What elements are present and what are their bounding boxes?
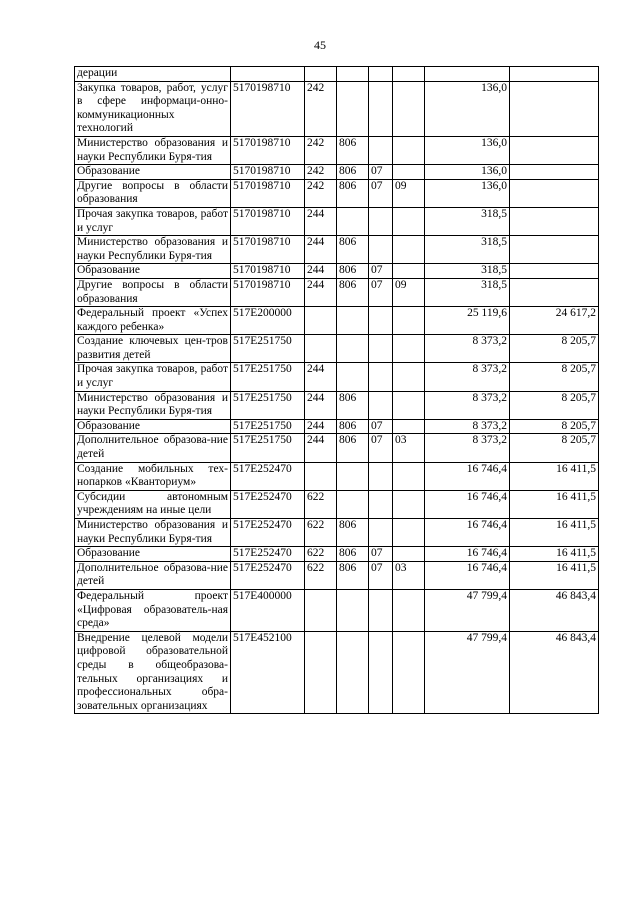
ministry-code-cell: [337, 335, 369, 363]
amount-year2-cell: [510, 264, 599, 279]
table-row: [75, 391, 599, 419]
target-article-cell: 5170198710: [231, 136, 305, 164]
subsection-cell: [393, 419, 425, 434]
item-name-cell: Образование: [75, 165, 231, 180]
table-row: [75, 519, 599, 547]
item-name-cell: Образование: [75, 547, 231, 562]
subsection-cell: [393, 236, 425, 264]
expense-type-cell: 242: [305, 179, 337, 207]
expense-type-cell: 244: [305, 236, 337, 264]
amount-year1-cell: 136,0: [425, 136, 510, 164]
amount-year1-cell: 16 746,4: [425, 462, 510, 490]
table-row: [75, 136, 599, 164]
table-row: [75, 278, 599, 306]
target-article-cell: 517E252470: [231, 547, 305, 562]
ministry-code-cell: 806: [337, 434, 369, 462]
section-cell: 07: [369, 434, 393, 462]
table-row: [75, 165, 599, 180]
target-article-cell: 5170198710: [231, 179, 305, 207]
item-name-cell: Министерство образования и науки Республики Буря-тия: [75, 519, 231, 547]
target-article-cell: 517E251750: [231, 363, 305, 391]
subsection-cell: 03: [393, 561, 425, 589]
subsection-cell: [393, 462, 425, 490]
amount-year1-cell: [425, 67, 510, 82]
subsection-cell: [393, 631, 425, 714]
expense-type-cell: [305, 67, 337, 82]
table-row: [75, 434, 599, 462]
table-row: [75, 179, 599, 207]
table-row: [75, 561, 599, 589]
amount-year2-cell: [510, 207, 599, 235]
expense-type-cell: [305, 589, 337, 631]
subsection-cell: [393, 519, 425, 547]
target-article-cell: 517E400000: [231, 589, 305, 631]
amount-year1-cell: 318,5: [425, 207, 510, 235]
amount-year2-cell: 16 411,5: [510, 561, 599, 589]
expense-type-cell: 622: [305, 519, 337, 547]
amount-year2-cell: 8 205,7: [510, 335, 599, 363]
target-article-cell: 5170198710: [231, 264, 305, 279]
amount-year1-cell: 16 746,4: [425, 547, 510, 562]
amount-year1-cell: 136,0: [425, 165, 510, 180]
expense-type-cell: [305, 631, 337, 714]
amount-year2-cell: 16 411,5: [510, 547, 599, 562]
amount-year2-cell: 24 617,2: [510, 307, 599, 335]
section-cell: [369, 462, 393, 490]
amount-year1-cell: 25 119,6: [425, 307, 510, 335]
section-cell: [369, 519, 393, 547]
expense-type-cell: [305, 462, 337, 490]
subsection-cell: [393, 136, 425, 164]
subsection-cell: 03: [393, 434, 425, 462]
section-cell: [369, 631, 393, 714]
subsection-cell: [393, 67, 425, 82]
amount-year1-cell: 318,5: [425, 278, 510, 306]
amount-year2-cell: [510, 67, 599, 82]
ministry-code-cell: 806: [337, 236, 369, 264]
section-cell: [369, 335, 393, 363]
section-cell: [369, 307, 393, 335]
expense-type-cell: 622: [305, 490, 337, 518]
expense-type-cell: 244: [305, 419, 337, 434]
expense-type-cell: 244: [305, 391, 337, 419]
item-name-cell: Создание мобильных тех-нопарков «Кванториум»: [75, 462, 231, 490]
amount-year2-cell: 8 205,7: [510, 434, 599, 462]
expense-type-cell: 244: [305, 207, 337, 235]
target-article-cell: 517E251750: [231, 335, 305, 363]
subsection-cell: [393, 490, 425, 518]
page-number: 45: [314, 38, 326, 52]
amount-year2-cell: [510, 278, 599, 306]
target-article-cell: 517E251750: [231, 391, 305, 419]
item-name-cell: Внедрение целевой модели цифровой образовательной среды в общеобразова-тельных организациях и профессиональных обра-зовательных организациях: [75, 631, 231, 714]
item-name-cell: Образование: [75, 264, 231, 279]
section-cell: 07: [369, 561, 393, 589]
target-article-cell: 517E251750: [231, 419, 305, 434]
amount-year2-cell: [510, 179, 599, 207]
amount-year1-cell: 16 746,4: [425, 519, 510, 547]
amount-year2-cell: 8 205,7: [510, 391, 599, 419]
amount-year1-cell: 8 373,2: [425, 419, 510, 434]
item-name-cell: дерации: [75, 67, 231, 82]
table-row: [75, 81, 599, 136]
table-row: [75, 490, 599, 518]
amount-year1-cell: 8 373,2: [425, 434, 510, 462]
amount-year1-cell: 16 746,4: [425, 561, 510, 589]
table-row: [75, 547, 599, 562]
subsection-cell: [393, 589, 425, 631]
item-name-cell: Министерство образования и науки Республики Буря-тия: [75, 236, 231, 264]
section-cell: [369, 363, 393, 391]
ministry-code-cell: [337, 307, 369, 335]
target-article-cell: 5170198710: [231, 278, 305, 306]
subsection-cell: 09: [393, 278, 425, 306]
target-article-cell: 5170198710: [231, 81, 305, 136]
section-cell: [369, 589, 393, 631]
amount-year2-cell: 16 411,5: [510, 462, 599, 490]
subsection-cell: [393, 165, 425, 180]
table-row: [75, 264, 599, 279]
target-article-cell: 517E252470: [231, 561, 305, 589]
target-article-cell: 517E252470: [231, 490, 305, 518]
expense-type-cell: [305, 335, 337, 363]
amount-year1-cell: 8 373,2: [425, 363, 510, 391]
table-row: [75, 207, 599, 235]
item-name-cell: Другие вопросы в области образования: [75, 278, 231, 306]
item-name-cell: Министерство образования и науки Республики Буря-тия: [75, 391, 231, 419]
target-article-cell: [231, 67, 305, 82]
target-article-cell: 5170198710: [231, 207, 305, 235]
amount-year1-cell: 318,5: [425, 264, 510, 279]
section-cell: [369, 81, 393, 136]
table-row: [75, 307, 599, 335]
expense-type-cell: 244: [305, 278, 337, 306]
ministry-code-cell: 806: [337, 179, 369, 207]
subsection-cell: [393, 363, 425, 391]
item-name-cell: Министерство образования и науки Республики Буря-тия: [75, 136, 231, 164]
table-row: [75, 335, 599, 363]
ministry-code-cell: 806: [337, 391, 369, 419]
target-article-cell: 5170198710: [231, 236, 305, 264]
amount-year2-cell: 46 843,4: [510, 589, 599, 631]
amount-year1-cell: 16 746,4: [425, 490, 510, 518]
ministry-code-cell: 806: [337, 419, 369, 434]
section-cell: [369, 391, 393, 419]
target-article-cell: 517E251750: [231, 434, 305, 462]
amount-year2-cell: 8 205,7: [510, 363, 599, 391]
section-cell: [369, 490, 393, 518]
section-cell: 07: [369, 547, 393, 562]
ministry-code-cell: 806: [337, 278, 369, 306]
item-name-cell: Образование: [75, 419, 231, 434]
amount-year2-cell: [510, 165, 599, 180]
table-row: [75, 631, 599, 714]
subsection-cell: 09: [393, 179, 425, 207]
subsection-cell: [393, 307, 425, 335]
expense-type-cell: [305, 307, 337, 335]
expense-type-cell: 244: [305, 363, 337, 391]
item-name-cell: Другие вопросы в области образования: [75, 179, 231, 207]
amount-year2-cell: [510, 236, 599, 264]
item-name-cell: Прочая закупка товаров, работ и услуг: [75, 363, 231, 391]
amount-year2-cell: 16 411,5: [510, 519, 599, 547]
expense-type-cell: 244: [305, 434, 337, 462]
budget-table: [74, 66, 599, 714]
amount-year1-cell: 8 373,2: [425, 391, 510, 419]
budget-table-body: [75, 67, 599, 714]
section-cell: 07: [369, 419, 393, 434]
table-row: [75, 462, 599, 490]
amount-year2-cell: 8 205,7: [510, 419, 599, 434]
amount-year2-cell: [510, 81, 599, 136]
expense-type-cell: 622: [305, 561, 337, 589]
ministry-code-cell: [337, 67, 369, 82]
section-cell: 07: [369, 264, 393, 279]
amount-year1-cell: 47 799,4: [425, 589, 510, 631]
ministry-code-cell: 806: [337, 136, 369, 164]
subsection-cell: [393, 335, 425, 363]
item-name-cell: Федеральный проект «Цифровая образователь-ная среда»: [75, 589, 231, 631]
item-name-cell: Дополнительное образова-ние детей: [75, 561, 231, 589]
expense-type-cell: 242: [305, 136, 337, 164]
table-row: [75, 419, 599, 434]
expense-type-cell: 242: [305, 165, 337, 180]
subsection-cell: [393, 81, 425, 136]
table-row: [75, 589, 599, 631]
amount-year1-cell: 136,0: [425, 81, 510, 136]
section-cell: 07: [369, 278, 393, 306]
item-name-cell: Закупка товаров, работ, услуг в сфере информаци-онно-коммуникационных технологий: [75, 81, 231, 136]
section-cell: [369, 136, 393, 164]
ministry-code-cell: [337, 490, 369, 518]
ministry-code-cell: 806: [337, 561, 369, 589]
amount-year2-cell: [510, 136, 599, 164]
target-article-cell: 517E452100: [231, 631, 305, 714]
subsection-cell: [393, 207, 425, 235]
item-name-cell: Федеральный проект «Успех каждого ребенка»: [75, 307, 231, 335]
table-row: [75, 236, 599, 264]
target-article-cell: 5170198710: [231, 165, 305, 180]
item-name-cell: Прочая закупка товаров, работ и услуг: [75, 207, 231, 235]
target-article-cell: 517E200000: [231, 307, 305, 335]
amount-year2-cell: 16 411,5: [510, 490, 599, 518]
expense-type-cell: 242: [305, 81, 337, 136]
section-cell: 07: [369, 165, 393, 180]
ministry-code-cell: [337, 363, 369, 391]
item-name-cell: Создание ключевых цен-тров развития детей: [75, 335, 231, 363]
section-cell: [369, 207, 393, 235]
ministry-code-cell: 806: [337, 547, 369, 562]
ministry-code-cell: [337, 631, 369, 714]
ministry-code-cell: 806: [337, 264, 369, 279]
ministry-code-cell: 806: [337, 165, 369, 180]
subsection-cell: [393, 391, 425, 419]
ministry-code-cell: [337, 207, 369, 235]
ministry-code-cell: 806: [337, 519, 369, 547]
item-name-cell: Дополнительное образова-ние детей: [75, 434, 231, 462]
section-cell: [369, 67, 393, 82]
target-article-cell: 517E252470: [231, 519, 305, 547]
subsection-cell: [393, 547, 425, 562]
amount-year1-cell: 136,0: [425, 179, 510, 207]
expense-type-cell: 244: [305, 264, 337, 279]
section-cell: 07: [369, 179, 393, 207]
subsection-cell: [393, 264, 425, 279]
target-article-cell: 517E252470: [231, 462, 305, 490]
ministry-code-cell: [337, 589, 369, 631]
table-row: [75, 67, 599, 82]
amount-year1-cell: 318,5: [425, 236, 510, 264]
section-cell: [369, 236, 393, 264]
amount-year1-cell: 8 373,2: [425, 335, 510, 363]
table-row: [75, 363, 599, 391]
amount-year1-cell: 47 799,4: [425, 631, 510, 714]
expense-type-cell: 622: [305, 547, 337, 562]
ministry-code-cell: [337, 81, 369, 136]
amount-year2-cell: 46 843,4: [510, 631, 599, 714]
item-name-cell: Субсидии автономным учреждениям на иные цели: [75, 490, 231, 518]
ministry-code-cell: [337, 462, 369, 490]
